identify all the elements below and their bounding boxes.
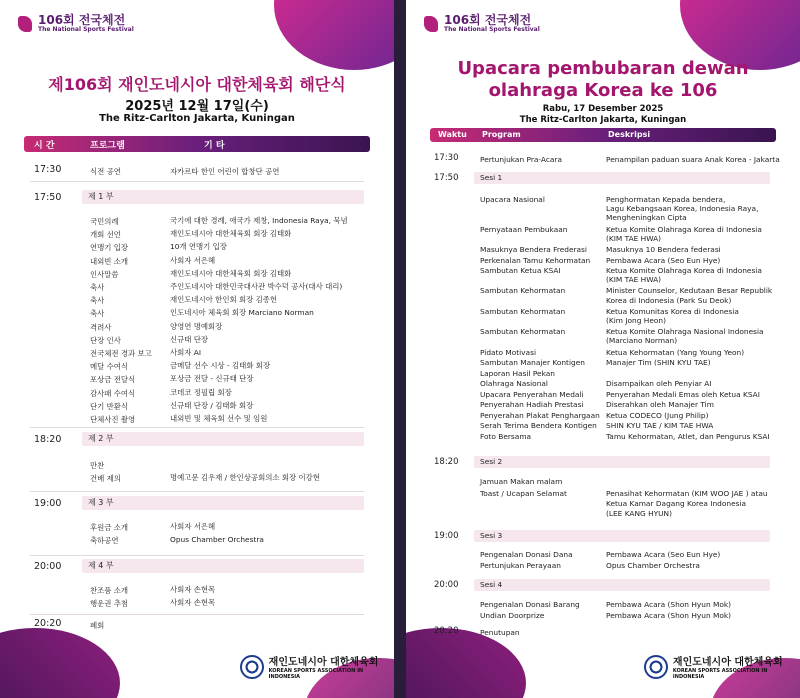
program-note: 사회자 손현목	[170, 585, 216, 594]
program-name: 폐회	[90, 621, 105, 630]
program-name: Penutupan	[480, 628, 520, 637]
section-label: Sesi 2	[474, 456, 770, 468]
program-note: Pembawa Acara (Shon Hyun Mok)	[606, 611, 732, 620]
program-note: Manajer Tim (SHIN KYU TAE)	[606, 358, 711, 368]
divider	[30, 491, 364, 492]
org-name-english: KOREAN SPORTS ASSOCIATION IN INDONESIA	[672, 668, 768, 680]
section-label: 제 4 부	[82, 559, 364, 573]
program-name: 단체사진 촬영	[90, 415, 136, 424]
program-name: Sambutan Kehormatan	[480, 286, 566, 296]
program-note: Tamu Kehormatan, Atlet, dan Pengurus KSAI	[606, 431, 770, 441]
section-label: 제 1 부	[82, 190, 364, 204]
festival-logo	[18, 14, 134, 33]
program-note: 재인도네시아 한인회 회장 김종헌	[170, 295, 278, 305]
program-name: Undian Doorprize	[480, 611, 545, 620]
header-time: Waktu	[438, 130, 467, 139]
program-name: Perkenalan Tamu Kehormatan	[480, 255, 591, 265]
program-name: Masuknya Bendera Frederasi	[480, 245, 587, 254]
program-name: Sambutan Ketua KSAI	[480, 266, 561, 275]
page-title: 제106회 재인도네시아 대한체육회 해단식	[48, 75, 346, 94]
program-name: 축사	[90, 283, 105, 292]
program-name: 후원금 소개	[90, 523, 129, 532]
section-label: Sesi 4	[474, 579, 770, 591]
program-note: 코데코 정필립 회장	[170, 387, 232, 397]
program-name: Penyerahan Hadiah Prestasi	[480, 400, 584, 410]
program-name: 포상금 전달식	[90, 375, 136, 385]
program-note: Penghormatan Kepada bendera, Lagu Kebangsaan Korea, Indonesia Raya, Mengheningkan Cipta	[606, 195, 759, 223]
program-name: 내외빈 소개	[90, 256, 129, 266]
program-note: Opus Chamber Orchestra	[606, 561, 700, 570]
program-name: 메달 수여식	[90, 362, 129, 372]
program-name: 축하공연	[90, 536, 119, 545]
program-name: 국민의례	[90, 217, 119, 226]
program-note: 포상금 전달 - 신규태 단장	[170, 374, 254, 384]
program-note: 재인도네시아 대한체육회 회장 김태화	[170, 268, 292, 278]
program-name: Pertunjukan Perayaan	[480, 561, 561, 570]
org-name-korean: 재인도네시아 대한체육회	[672, 657, 783, 668]
program-note: Pembawa Acara (Seo Eun Hye)	[606, 255, 721, 265]
logo-title: 106회 전국체전	[444, 13, 532, 27]
time-slot: 17:30	[34, 164, 62, 175]
program-name: Pertunjukan Pra-Acara	[480, 155, 562, 164]
program-note: 10개 연맹기 입장	[170, 242, 227, 252]
program-note: Penyerahan Medali Emas oleh Ketua KSAI	[606, 389, 760, 399]
header-note: Deskripsi	[608, 130, 651, 139]
header-program: Program	[482, 130, 521, 139]
time-slot: 19:00	[34, 498, 62, 509]
program-name: Pernyataan Pembukaan	[480, 224, 568, 234]
program-note: 명예고문 김우재 / 한인상공회의소 회장 이강현	[170, 473, 320, 482]
program-name: Serah Terima Bendera Kontigen	[480, 421, 597, 431]
time-slot: 20:00	[434, 580, 459, 590]
korean-program-panel	[0, 0, 394, 698]
event-venue: The Ritz-Carlton Jakarta, Kuningan	[99, 113, 295, 124]
header-note: 기 타	[204, 141, 225, 151]
program-note: Ketua Komite Olahraga Korea di Indonesia (KIM TAE HWA)	[606, 224, 762, 243]
section-label: 제 2 부	[82, 432, 364, 446]
program-note: Diserahkan oleh Manajer Tim	[606, 400, 714, 410]
decorative-wave	[274, 0, 394, 70]
decorative-wave	[0, 628, 120, 698]
program-note: 신규태 단장 / 김태화 회장	[170, 400, 254, 410]
program-name: 찬조품 소개	[90, 586, 129, 595]
program-note: Masuknya 10 Bendera federasi	[606, 245, 721, 254]
program-name: 건배 제의	[90, 474, 121, 483]
header-program: 프로그램	[90, 141, 125, 151]
section-label: 제 3 부	[82, 496, 364, 510]
program-note: Minister Counselor, Kedutaan Besar Republik Korea di Indonesia (Park Su Deok)	[606, 286, 773, 305]
header-time: 시 간	[34, 141, 55, 151]
festival-logo-icon	[424, 16, 438, 32]
program-note: 국기에 대한 경례, 애국가 제창, Indonesia Raya, 묵념	[170, 216, 348, 225]
program-note: Opus Chamber Orchestra	[170, 535, 264, 544]
program-note: 재인도네시아 대한체육회 회장 김태화	[170, 229, 292, 239]
program-note: 자카르타 한인 어린이 합창단 공연	[170, 167, 280, 176]
time-slot: 18:20	[434, 457, 459, 467]
divider	[30, 427, 364, 428]
logo-subtitle: The National Sports Festival	[444, 26, 540, 33]
program-name: Sambutan Manajer Kontigen	[480, 358, 585, 368]
program-name: Toast / Ucapan Selamat	[480, 489, 567, 498]
program-name: Jamuan Makan malam	[480, 477, 563, 486]
program-note: SHIN KYU TAE / KIM TAE HWA	[606, 421, 714, 431]
logo-title: 106회 전국체전	[38, 13, 126, 27]
program-name: 연맹기 입장	[90, 243, 129, 253]
program-name: 인사말씀	[90, 269, 119, 279]
program-note: 사회자 손현목	[170, 598, 216, 607]
program-name: Upacara Penyerahan Medali	[480, 389, 584, 399]
program-name: 전국체전 경과 보고	[90, 349, 152, 358]
time-slot: 18:20	[34, 434, 62, 445]
time-slot: 17:50	[434, 173, 459, 183]
program-name: 격려사	[90, 322, 112, 332]
program-name: Penyerahan Plakat Penghargaan	[480, 410, 600, 420]
program-note: Ketua Komite Olahraga Korea di Indonesia (KIM TAE HWA)	[606, 266, 762, 285]
program-note: 신규태 단장	[170, 334, 209, 344]
section-label: Sesi 3	[474, 530, 770, 542]
org-name-english: KOREAN SPORTS ASSOCIATION IN INDONESIA	[268, 668, 364, 680]
program-name: 단장 인사	[90, 335, 121, 345]
program-note: Pembawa Acara (Seo Eun Hye)	[606, 550, 721, 559]
indonesian-program-panel	[406, 0, 800, 698]
program-note: 사회자 AI	[170, 348, 202, 357]
org-footer	[644, 653, 800, 680]
program-name: Pengenalan Donasi Barang	[480, 600, 580, 609]
program-note: 사회자 서은혜	[170, 255, 216, 265]
program-name: Upacara Nasional	[480, 195, 545, 204]
program-note: 사회자 서은혜	[170, 522, 216, 531]
time-slot: 19:00	[434, 531, 459, 541]
program-name: 축사	[90, 296, 105, 306]
program-note: 인도네시아 체육회 회장 Marciano Norman	[170, 308, 314, 318]
event-venue: The Ritz-Carlton Jakarta, Kuningan	[519, 115, 687, 125]
program-name: 개회 선언	[90, 230, 121, 240]
divider	[30, 555, 364, 556]
page-title-line1: Upacara pembubaran dewan	[457, 58, 749, 79]
program-note: 주인도네시아 대한민국대사관 박수덕 공사(대사 대리)	[170, 282, 343, 291]
logo-subtitle: The National Sports Festival	[38, 26, 134, 33]
program-name: Sambutan Kehormatan	[480, 327, 566, 337]
program-note: Penasihat Kehormatan (KIM WOO JAE ) atau Ketua Kamar Dagang Korea Indonesia (LEE KANG HYUN)	[606, 489, 768, 518]
table-header	[24, 136, 370, 152]
event-date: Rabu, 17 Desember 2025	[542, 104, 664, 114]
festival-logo-icon	[18, 16, 32, 32]
program-name: 축사	[90, 309, 105, 319]
association-emblem-icon	[644, 655, 668, 679]
event-date: 2025년 12월 17일(수)	[125, 99, 269, 114]
program-name: Laporan Hasil Pekan	[480, 368, 555, 378]
time-slot: 17:30	[434, 153, 459, 163]
program-note: Ketua Kehormatan (Yang Young Yeon)	[606, 347, 745, 357]
program-name: Pengenalan Donasi Dana	[480, 550, 573, 559]
time-slot: 20:20	[34, 618, 62, 629]
section-label: Sesi 1	[474, 172, 770, 184]
program-name: Pidato Motivasi	[480, 347, 536, 357]
program-name: 행운권 추첨	[90, 599, 129, 608]
program-name: Foto Bersama	[480, 431, 532, 441]
festival-logo	[424, 14, 540, 33]
program-note: Disampaikan oleh Penyiar AI	[606, 379, 712, 389]
divider	[30, 181, 364, 182]
program-name: 단기 반환식	[90, 401, 129, 411]
org-footer	[240, 653, 394, 680]
program-note: Penampilan paduan suara Anak Korea - Jakarta	[606, 155, 780, 164]
org-name-korean: 재인도네시아 대한체육회	[268, 657, 379, 668]
program-name: Olahraga Nasional	[480, 379, 548, 389]
page-title-line2: olahraga Korea ke 106	[488, 80, 718, 101]
program-name: 만찬	[90, 461, 105, 470]
program-note: Ketua Komite Olahraga Nasional Indonesia (Marciano Norman)	[606, 327, 764, 346]
program-note: 금메달 선수 시상 - 김태화 회장	[170, 361, 271, 371]
table-header	[430, 128, 776, 142]
program-note: Ketua Komunitas Korea di Indonesia (Kim Jong Heon)	[606, 306, 739, 325]
program-name: 감사패 수여식	[90, 388, 136, 398]
decorative-wave	[406, 628, 526, 698]
association-emblem-icon	[240, 655, 264, 679]
program-note: Ketua CODECO (Jung Philip)	[606, 410, 709, 420]
time-slot: 20:00	[34, 561, 62, 572]
time-slot: 17:50	[34, 192, 62, 203]
time-slot: 20:20	[434, 626, 459, 636]
program-note: 내외빈 및 체육회 선수 및 임원	[170, 414, 268, 423]
program-note: Pembawa Acara (Shon Hyun Mok)	[606, 600, 732, 609]
divider	[30, 614, 364, 615]
program-name: Sambutan Kehormatan	[480, 306, 566, 316]
program-name: 식전 공연	[90, 167, 121, 176]
program-note: 양영연 명예회장	[170, 321, 223, 331]
